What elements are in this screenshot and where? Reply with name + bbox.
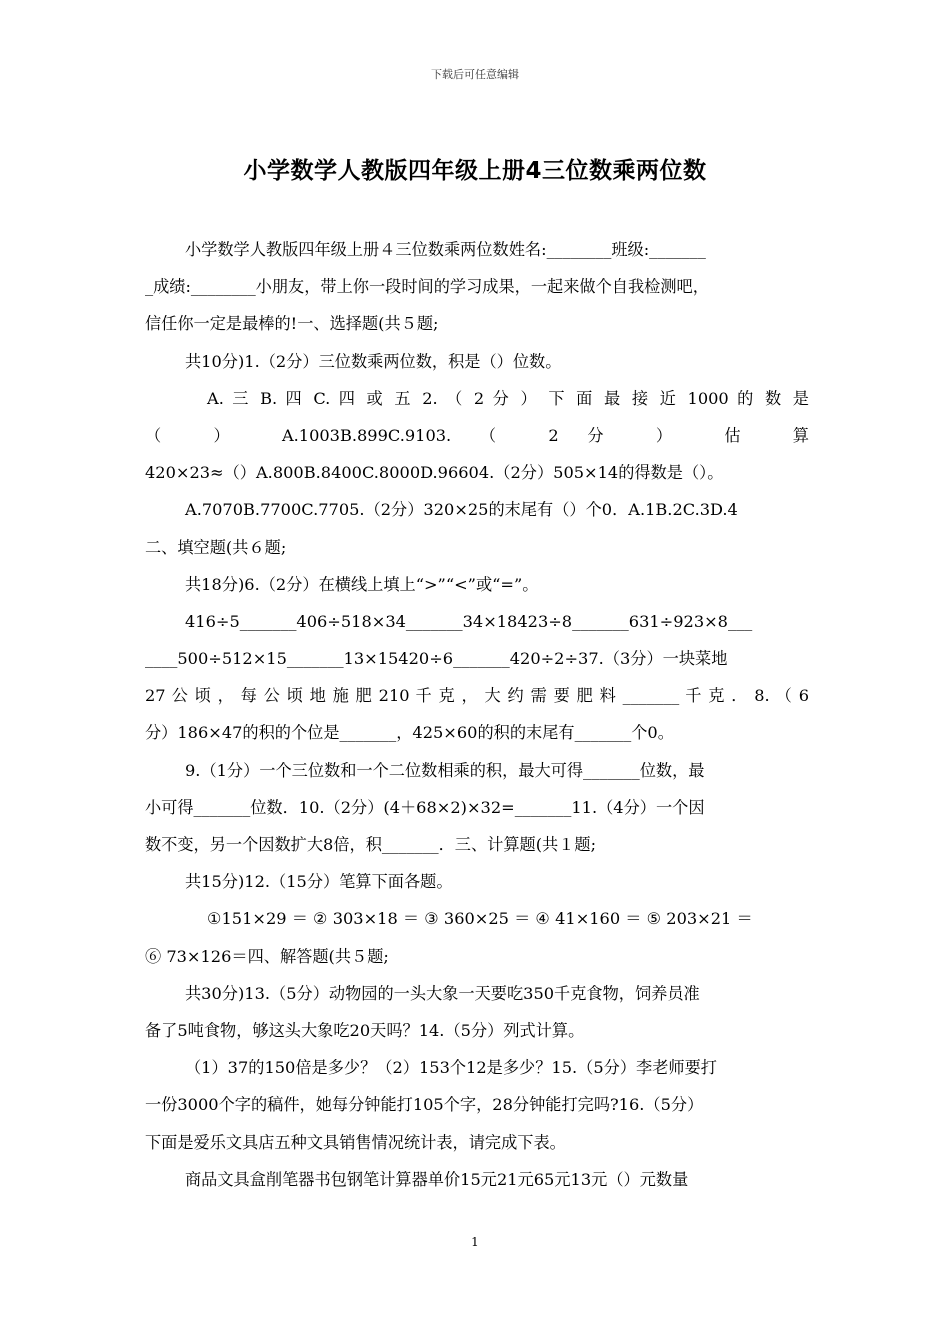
text-line: ①151×29 ＝ ② 303×18 ＝ ③ 360×25 ＝ ④ 41×160 ＝ ⑤ 203×21 ＝ — [207, 909, 753, 929]
text-line: 分）186×47的积的个位是_______，425×60的积的末尾有_______个0。 — [145, 723, 674, 743]
text-line: A. 三 B. 四 C. 四 或 五 2. （ 2 分 ） 下 面 最 接 近 1000 的 数 是 — [207, 388, 809, 408]
text-line: （ ） A.1003B.899C.9103. （ 2 分 ） 估 算 — [145, 425, 809, 445]
text-line: 420×23≈（）A.800B.8400C.8000D.96604.（2分）505×14的得数是（）。 — [145, 463, 724, 483]
text-line: 416÷5_______406÷518×34_______34×18423÷8_______631÷923×8___ — [185, 611, 753, 631]
page-number: 1 — [471, 1235, 479, 1249]
text-line: 一份3000个字的稿件，她每分钟能打105个字，28分钟能打完吗?16.（5分） — [145, 1095, 704, 1115]
text-line: ____500÷512×15_______13×15420÷6_______420÷2÷37.（3分）一块菜地 — [145, 649, 728, 669]
text-line: A.7070B.7700C.7705.（2分）320×25的末尾有（）个0．A.1B.2C.3D.4 — [185, 500, 738, 520]
text-line: 商品文具盒削笔器书包钢笔计算器单价15元21元65元13元（）元数量 — [185, 1169, 689, 1189]
document-body — [145, 231, 809, 1198]
text-line: 小学数学人教版四年级上册４三位数乘两位数姓名:________班级:_______ — [185, 240, 706, 259]
text-line: （1）37的150倍是多少？（2）153个12是多少？15.（5分）李老师要打 — [185, 1058, 717, 1078]
header-note: 下载后可任意编辑 — [431, 68, 519, 81]
text-line: 共10分)1.（2分）三位数乘两位数，积是（）位数。 — [185, 351, 562, 371]
text-line: 9.（1分）一个三位数和一个二位数相乘的积，最大可得_______位数，最 — [185, 760, 705, 780]
text-line: ⑥ 73×126＝四、解答题(共５题; — [145, 946, 389, 966]
text-line: 二、填空题(共６题; — [145, 537, 287, 557]
text-line: 共30分)13.（5分）动物园的一头大象一天要吃350千克食物，饲养员准 — [185, 983, 700, 1003]
text-line: 共18分)6.（2分）在横线上填上“>”“<”或“=”。 — [185, 574, 539, 594]
text-line: 小可得_______位数．10.（2分）(4＋68×2)×32=_______11.（4分）一个因 — [145, 797, 705, 817]
text-line: 信任你一定是最棒的!一、选择题(共５题; — [145, 314, 439, 334]
text-line: 下面是爱乐文具店五种文具销售情况统计表，请完成下表。 — [145, 1132, 566, 1152]
text-line: 27 公 顷 ， 每 公 顷 地 施 肥 210 千 克 ， 大 约 需 要 肥 料 _______ 千 克 ． 8. （ 6 — [145, 686, 809, 706]
text-line: _成绩:________小朋友，带上你一段时间的学习成果，一起来做个自我检测吧， — [145, 277, 709, 297]
text-line: 共15分)12.（15分）笔算下面各题。 — [185, 872, 453, 892]
text-line: 数不变，另一个因数扩大8倍，积_______．三、计算题(共１题; — [145, 835, 597, 854]
page-title: 小学数学人教版四年级上册4三位数乘两位数 — [243, 158, 707, 184]
text-line: 备了5吨食物，够这头大象吃20天吗？14.（5分）列式计算。 — [145, 1020, 585, 1040]
